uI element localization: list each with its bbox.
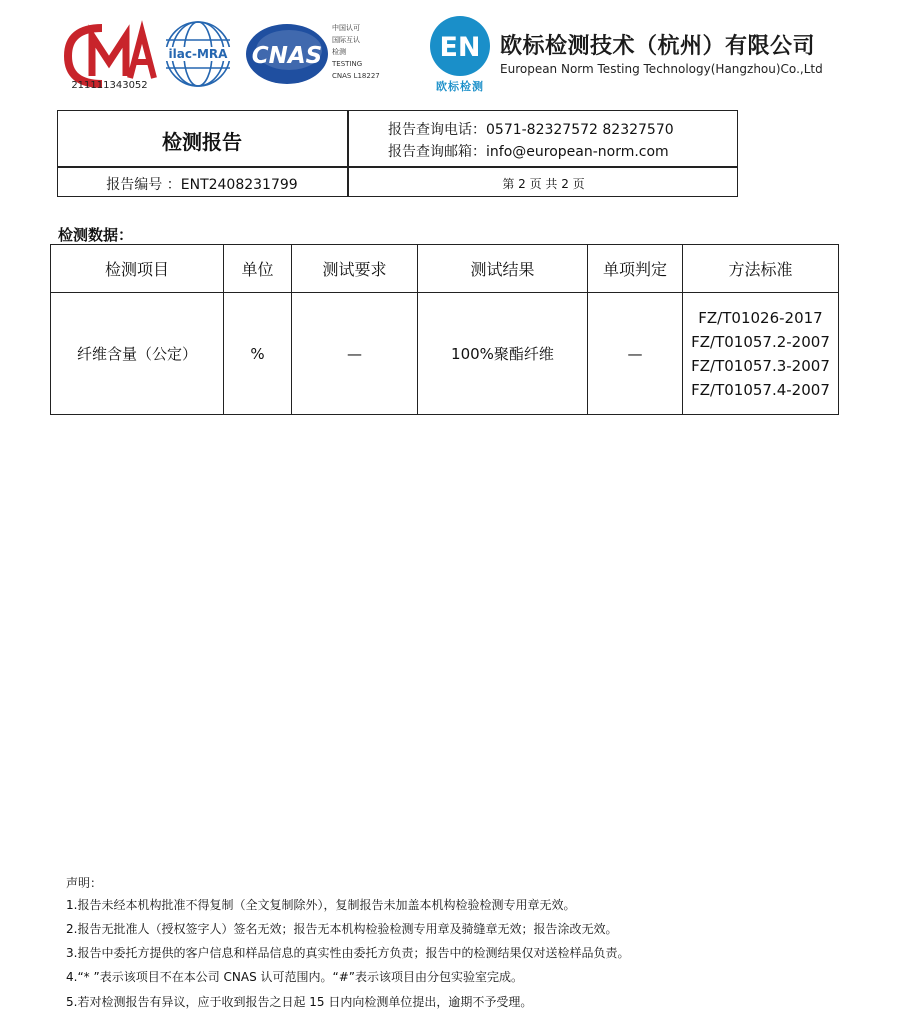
cnas-detail-line: TESTING <box>332 60 363 68</box>
ilac-text: ilac-MRA <box>168 47 228 61</box>
email-line: 报告查询邮箱：info@european-norm.com <box>388 144 669 160</box>
method-standard: FZ/T01057.4-2007 <box>691 380 830 399</box>
report-number: 报告编号 ：ENT2408231799 <box>106 177 298 193</box>
statement-line: 1.报告未经本机构批准不得复制（全文复制除外），复制报告未加盖本机构检验检测专用章无效。 <box>66 898 576 912</box>
test-data-table <box>50 244 839 415</box>
method-standards <box>683 293 839 415</box>
company-name-cn: 欧标检测技术（杭州）有限公司 <box>500 34 816 59</box>
en-logo-caption: 欧标检测 <box>436 80 484 93</box>
statement-line: 5.若对检测报告有异议，应于收到报告之日起 15 日内向检测单位提出，逾期不予受理。 <box>66 995 533 1009</box>
column-header: 方法标准 <box>683 245 839 293</box>
statement-line: 2.报告无批准人（授权签字人）签名无效；报告无本机构检验检测专用章及骑缝章无效；报告涂改无效。 <box>66 922 618 936</box>
company-name-en: European Norm Testing Technology(Hangzhou)Co.,Ltd <box>500 62 823 76</box>
statement-heading: 声明： <box>66 876 103 890</box>
column-header: 检测项目 <box>51 245 224 293</box>
table-row <box>51 293 839 415</box>
en-logo-text: EN <box>439 32 481 63</box>
report-title: 检测报告 <box>162 130 242 154</box>
statement-line: 3.报告中委托方提供的客户信息和样品信息的真实性由委托方负责；报告中的检测结果仅对送检样品负责。 <box>66 946 630 960</box>
divider <box>57 166 738 168</box>
column-header: 单位 <box>224 245 292 293</box>
cnas-detail-line: 中国认可 <box>332 24 360 32</box>
unit: % <box>224 293 292 415</box>
page-info: 第 2 页 共 2 页 <box>502 177 585 191</box>
ilac-mra-logo <box>162 18 234 90</box>
judgement: — <box>588 293 683 415</box>
cnas-detail-line: 国际互认 <box>332 36 360 44</box>
column-header: 单项判定 <box>588 245 683 293</box>
statement-line: 4.“* ”表示该项目不在本公司 CNAS 认可范围内。“#”表示该项目由分包实验室完成。 <box>66 970 523 984</box>
test-item: 纤维含量（公定） <box>51 293 224 415</box>
phone-line: 报告查询电话：0571-82327572 82327570 <box>388 122 674 138</box>
method-standard: FZ/T01026-2017 <box>698 308 823 327</box>
column-header: 测试结果 <box>418 245 588 293</box>
cma-number: 211111343052 <box>71 80 148 91</box>
column-header: 测试要求 <box>292 245 418 293</box>
result: 100%聚酯纤维 <box>418 293 588 415</box>
cnas-details <box>332 22 380 82</box>
cnas-detail-line: CNAS L18227 <box>332 72 380 80</box>
cnas-detail-line: 检测 <box>332 48 346 56</box>
table-header-row <box>51 245 839 293</box>
cnas-text: CNAS <box>251 43 323 69</box>
requirement: — <box>292 293 418 415</box>
data-section-title: 检测数据： <box>58 226 134 244</box>
cnas-logo <box>244 22 330 86</box>
method-standard: FZ/T01057.2-2007 <box>691 332 830 351</box>
en-logo <box>428 14 492 78</box>
method-standard: FZ/T01057.3-2007 <box>691 356 830 375</box>
